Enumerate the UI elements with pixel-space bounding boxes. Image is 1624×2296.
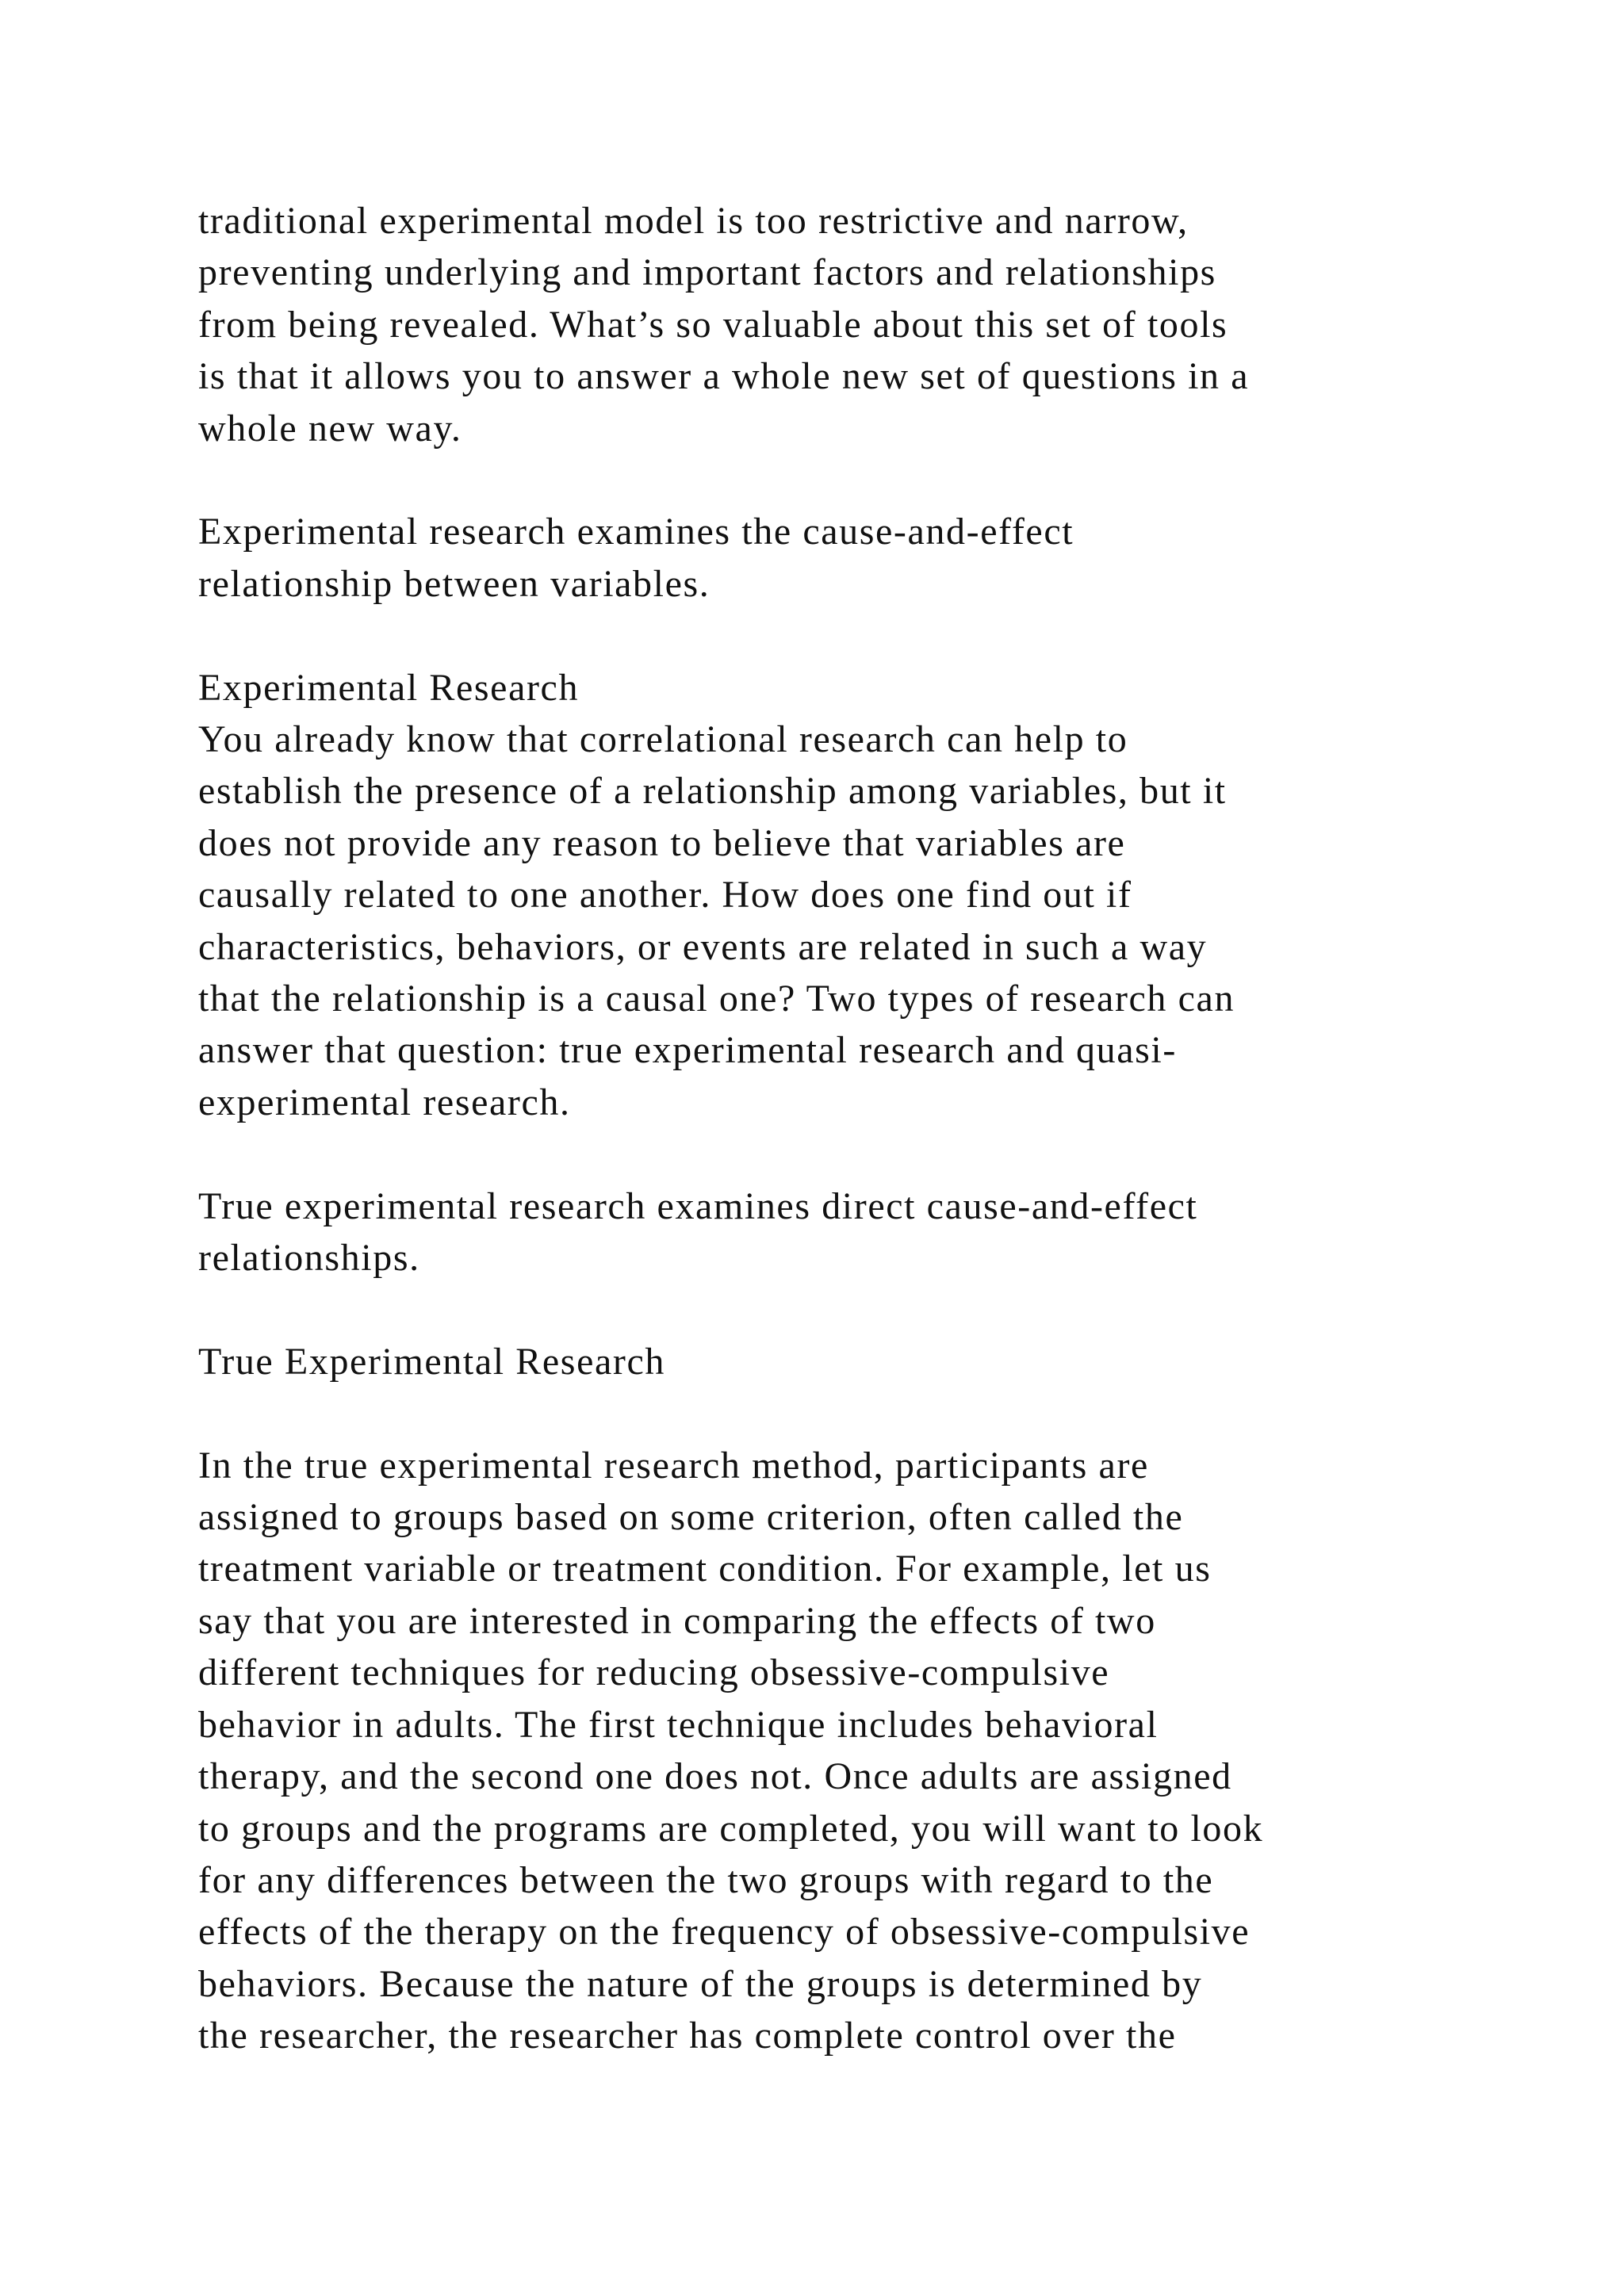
text-line: characteristics, behaviors, or events are related in such a way [198,925,1208,968]
paragraph-true-experimental-heading [198,1336,1515,1387]
section-heading: Experimental Research [198,666,580,709]
text-line: that the relationship is a causal one? Two types of research can [198,978,1235,1020]
text-line: Experimental research examines the cause-and-effect [198,511,1074,553]
text-line: for any differences between the two groups with regard to the [198,1858,1214,1901]
text-line: treatment variable or treatment condition. For example, let us [198,1548,1212,1590]
text-line: preventing underlying and important factors and relationships [198,251,1216,294]
text-line: from being revealed. What’s so valuable about this set of tools [198,303,1228,346]
text-line: whole new way. [198,407,462,450]
text-line: the researcher, the researcher has complete control over the [198,2015,1177,2057]
paragraph-true-experimental-summary [198,1181,1515,1284]
text-line: assigned to groups based on some criterion, often called the [198,1496,1184,1539]
text-line: different techniques for reducing obsessive-compulsive [198,1651,1110,1694]
text-line: traditional experimental model is too restrictive and narrow, [198,200,1189,242]
text-line: experimental research. [198,1081,571,1123]
text-line: does not provide any reason to believe that variables are [198,821,1126,864]
text-line: effects of the therapy on the frequency of obsessive-compulsive [198,1911,1251,1954]
text-line: answer that question: true experimental research and quasi- [198,1029,1177,1072]
text-line: You already know that correlational research can help to [198,718,1128,761]
text-line: causally related to one another. How does one find out if [198,874,1132,916]
text-line: establish the presence of a relationship among variables, but it [198,770,1227,813]
text-line: behavior in adults. The first technique includes behavioral [198,1703,1159,1746]
text-line: to groups and the programs are completed, you will want to look [198,1807,1264,1850]
text-line: therapy, and the second one does not. Once adults are assigned [198,1755,1232,1798]
section-heading: True Experimental Research [198,1340,665,1383]
text-line: relationships. [198,1237,420,1280]
text-line: In the true experimental research method, participants are [198,1444,1149,1487]
text-line: relationship between variables. [198,562,710,605]
text-line: True experimental research examines direct cause-and-effect [198,1184,1198,1227]
paragraph-experimental-research [198,662,1515,1129]
paragraph-experimental-summary [198,506,1515,610]
text-line: is that it allows you to answer a whole new set of questions in a [198,355,1250,398]
text-line: behaviors. Because the nature of the groups is determined by [198,1962,1203,2005]
document-body [198,195,1515,2114]
paragraph-intro-continuation [198,195,1515,454]
paragraph-true-experimental-body [198,1440,1515,2062]
text-line: say that you are interested in comparing the effects of two [198,1599,1156,1642]
